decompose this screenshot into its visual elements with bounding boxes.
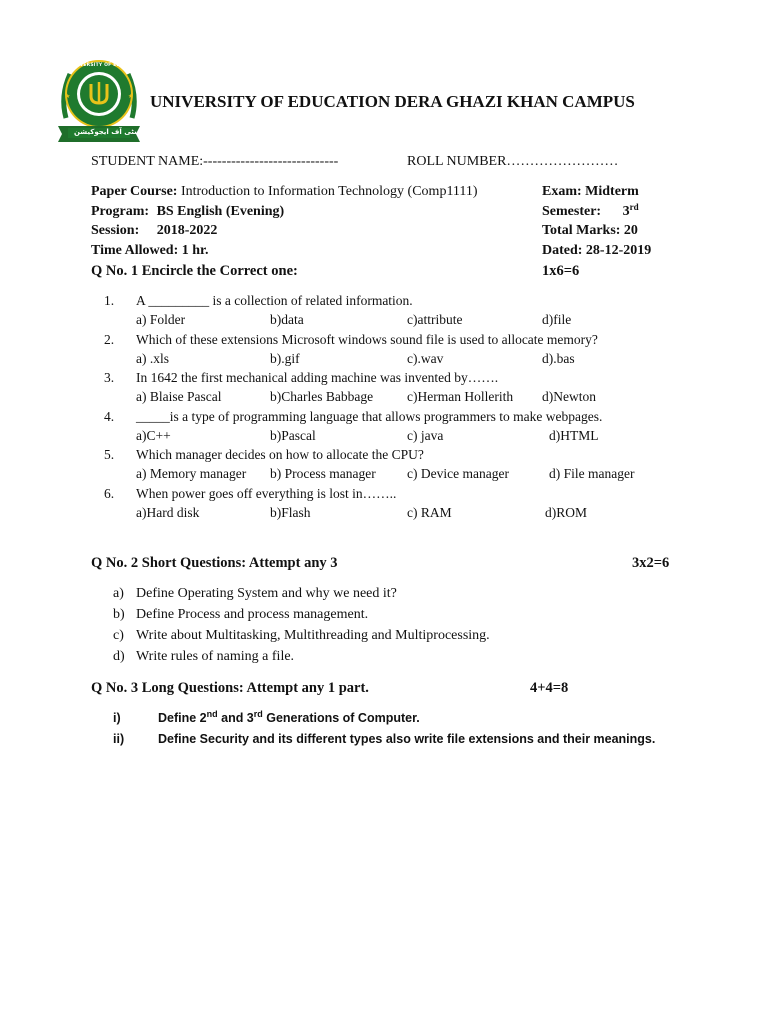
semester-value: 3 <box>622 204 630 219</box>
question-number: 5. <box>104 447 115 463</box>
q3-item-text <box>158 711 420 725</box>
q1-marks: 1x6=6 <box>542 263 580 279</box>
q3-item-num: i) <box>113 711 121 725</box>
student-name-field[interactable]: STUDENT NAME:----------------------------- <box>91 154 339 169</box>
semester-line <box>542 204 639 220</box>
short-question-text: Define Process and process management. <box>136 607 369 622</box>
total-marks: Total Marks: 20 <box>542 223 638 238</box>
question-number: 6. <box>104 486 115 501</box>
question-text: Which of these extensions Microsoft windows sound file is used to allocate memory? <box>136 331 598 347</box>
short-question-letter: a) <box>113 586 124 601</box>
semester-sup: rd <box>629 202 639 212</box>
question-number: 4. <box>104 408 115 424</box>
course-line <box>91 184 478 200</box>
course-value: Introduction to Information Technology (Comp1111) <box>177 184 478 199</box>
short-question-letter: d) <box>113 649 125 664</box>
short-question-letter: c) <box>113 628 124 643</box>
q3-heading: Q No. 3 Long Questions: Attempt any 1 part. <box>91 680 369 696</box>
answer-option[interactable]: a)Hard disk <box>136 505 200 520</box>
answer-option[interactable]: b) Process manager <box>270 466 376 482</box>
university-logo <box>56 56 162 142</box>
svg-text:★: ★ <box>128 94 134 100</box>
exam-date: Dated: 28-12-2019 <box>542 243 652 258</box>
answer-option[interactable]: c) java <box>407 427 444 443</box>
answer-option[interactable]: b)Flash <box>270 505 311 520</box>
question-text: _____is a type of programming language that allows programmers to make webpages. <box>136 408 603 424</box>
session-value: 2018-2022 <box>156 223 218 238</box>
q3-marks: 4+4=8 <box>530 680 569 696</box>
q3-item-num: ii) <box>113 732 125 746</box>
program-label: Program: <box>91 204 150 219</box>
short-question-text: Define Operating System and why we need it? <box>136 586 397 601</box>
question-text: In 1642 the first mechanical adding machine was invented by……. <box>136 370 499 386</box>
q1-heading: Q No. 1 Encircle the Correct one: <box>91 263 298 279</box>
question-text: A _________ is a collection of related information. <box>136 293 413 308</box>
q3-item-text: Define Security and its different types also write file extensions and their meanings. <box>158 732 656 746</box>
short-question-text: Write rules of naming a file. <box>136 649 295 664</box>
answer-option[interactable]: b)data <box>270 312 304 327</box>
question-text: When power goes off everything is lost in…….. <box>136 486 397 501</box>
answer-option[interactable]: d)Newton <box>542 389 596 405</box>
exam-label: Exam: Midterm <box>542 184 639 199</box>
question-number: 3. <box>104 370 115 386</box>
course-label: Paper Course: <box>91 184 178 199</box>
short-question-text: Write about Multitasking, Multithreading and Multiprocessing. <box>136 628 490 643</box>
q3-item1-c: Generations of Computer. <box>262 711 420 725</box>
q3-item1-b: and 3 <box>217 711 254 725</box>
answer-option[interactable]: c)Herman Hollerith <box>407 389 514 405</box>
answer-option[interactable]: b)Charles Babbage <box>270 389 374 405</box>
q3-item1-sup2: rd <box>253 709 263 719</box>
answer-option[interactable]: d)ROM <box>545 505 588 520</box>
answer-option[interactable]: b)Pascal <box>270 427 316 443</box>
answer-option[interactable]: a) Blaise Pascal <box>136 389 222 405</box>
answer-option[interactable]: c) RAM <box>407 505 452 520</box>
q2-marks: 3x2=6 <box>632 555 670 571</box>
answer-option[interactable]: a) .xls <box>136 350 169 366</box>
page-title: UNIVERSITY OF EDUCATION DERA GHAZI KHAN CAMPUS <box>150 92 635 111</box>
answer-option[interactable]: c) Device manager <box>407 466 509 482</box>
question-text: Which manager decides on how to allocate the CPU? <box>136 447 424 463</box>
time-allowed: Time Allowed: 1 hr. <box>91 243 209 258</box>
answer-option[interactable]: c)attribute <box>407 312 463 327</box>
question-number: 1. <box>104 293 115 308</box>
svg-text:★: ★ <box>65 94 71 100</box>
answer-option[interactable]: d)file <box>542 312 572 327</box>
answer-option[interactable]: a) Folder <box>136 312 186 327</box>
q2-heading: Q No. 2 Short Questions: Attempt any 3 <box>91 555 338 571</box>
answer-option[interactable]: d).bas <box>542 350 575 366</box>
logo-arc-text: UNIVERSITY OF EDUCATION <box>70 63 145 68</box>
roll-number-field[interactable]: ROLL NUMBER…………………… <box>407 154 619 169</box>
semester-label: Semester: <box>542 204 602 219</box>
answer-option[interactable]: b).gif <box>270 350 300 366</box>
q3-item1-a: Define 2 <box>158 711 207 725</box>
answer-option[interactable]: d) File manager <box>549 466 635 482</box>
answer-option[interactable]: d)HTML <box>549 427 599 443</box>
logo-monogram <box>94 108 95 109</box>
logo-ribbon-text: یونیورسٹی آف ایجوکیشن <box>74 128 162 136</box>
session-label: Session: <box>91 223 140 238</box>
program-value: BS English (Evening) <box>156 204 285 219</box>
question-number: 2. <box>104 331 115 347</box>
session-line <box>91 223 217 239</box>
program-line <box>91 204 284 220</box>
short-question-letter: b) <box>113 607 125 622</box>
answer-option[interactable]: a)C++ <box>136 427 171 443</box>
answer-option[interactable]: a) Memory manager <box>136 466 247 482</box>
q3-item1-sup1: nd <box>206 709 218 719</box>
answer-option[interactable]: c).wav <box>407 350 444 366</box>
